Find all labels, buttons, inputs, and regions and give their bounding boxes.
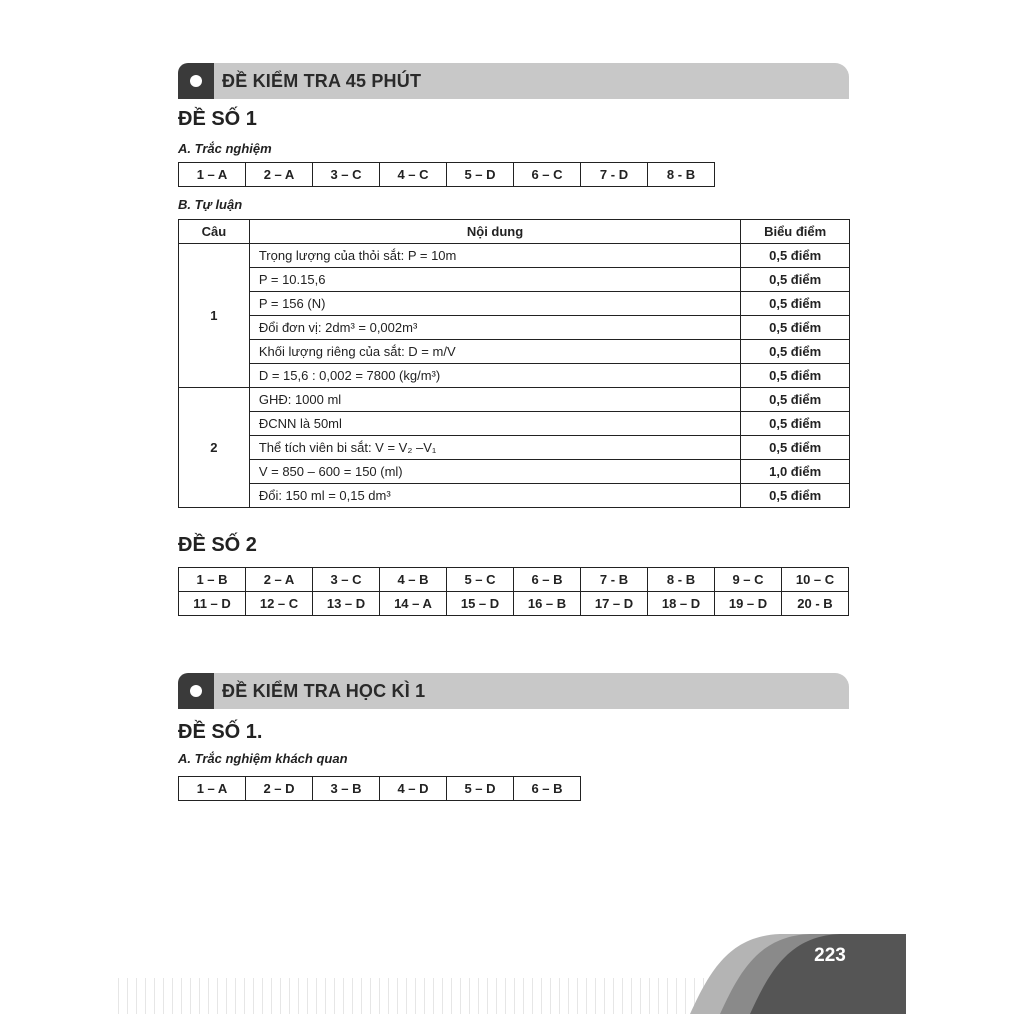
header-bieu-diem: Biểu điểm — [741, 220, 850, 244]
part-a-label: A. Trắc nghiệm khách quan — [178, 751, 348, 766]
content-cell: GHĐ: 1000 ml — [249, 388, 740, 412]
answer-cell: 20 - B — [782, 592, 849, 616]
score-cell: 1,0 điểm — [741, 460, 850, 484]
answer-cell: 1 – A — [179, 777, 246, 801]
section-title: ĐỀ KIỂM TRA 45 PHÚT — [222, 71, 422, 91]
bullet-icon — [178, 673, 214, 709]
answer-cell: 8 - B — [648, 163, 715, 187]
score-cell: 0,5 điểm — [741, 412, 850, 436]
answer-cell: 5 – D — [447, 777, 514, 801]
score-cell: 0,5 điểm — [741, 340, 850, 364]
answer-cell: 19 – D — [715, 592, 782, 616]
part-b-label: B. Tự luận — [178, 197, 243, 212]
answer-cell: 3 – C — [313, 568, 380, 592]
answer-table-de2 — [178, 567, 849, 616]
answer-cell: 4 – C — [380, 163, 447, 187]
answer-cell: 8 - B — [648, 568, 715, 592]
essay-score-table — [178, 219, 850, 508]
answer-cell: 3 – B — [313, 777, 380, 801]
page-number: 223 — [814, 945, 846, 966]
answer-cell: 5 – C — [447, 568, 514, 592]
score-cell: 0,5 điểm — [741, 484, 850, 508]
content-cell: P = 156 (N) — [249, 292, 740, 316]
answer-table-hk1 — [178, 776, 581, 801]
score-cell: 0,5 điểm — [741, 268, 850, 292]
answer-cell: 13 – D — [313, 592, 380, 616]
answer-cell: 6 – C — [514, 163, 581, 187]
answer-cell: 7 - B — [581, 568, 648, 592]
content-cell: Thể tích viên bi sắt: V = V₂ –V₁ — [249, 436, 740, 460]
content-cell: D = 15,6 : 0,002 = 7800 (kg/m³) — [249, 364, 740, 388]
answer-cell: 3 – C — [313, 163, 380, 187]
answer-cell: 5 – D — [447, 163, 514, 187]
content-cell: Đổi: 150 ml = 0,15 dm³ — [249, 484, 740, 508]
answer-cell: 2 – A — [246, 163, 313, 187]
answer-cell: 12 – C — [246, 592, 313, 616]
question-number: 2 — [179, 388, 250, 508]
answer-cell: 10 – C — [782, 568, 849, 592]
header-cau: Câu — [179, 220, 250, 244]
de-so-2-heading: ĐỀ SỐ 2 — [178, 534, 257, 556]
answer-cell: 6 – B — [514, 777, 581, 801]
answer-table-de1 — [178, 162, 715, 187]
score-cell: 0,5 điểm — [741, 292, 850, 316]
de-so-1-hk-heading: ĐỀ SỐ 1. — [178, 721, 263, 743]
header-noi-dung: Nội dung — [249, 220, 740, 244]
answer-cell: 6 – B — [514, 568, 581, 592]
answer-cell: 4 – B — [380, 568, 447, 592]
score-cell: 0,5 điểm — [741, 244, 850, 268]
content-cell: Trọng lượng của thỏi sắt: P = 10m — [249, 244, 740, 268]
part-a-label: A. Trắc nghiệm — [178, 141, 272, 156]
answer-cell: 1 – B — [179, 568, 246, 592]
bullet-icon — [178, 63, 214, 99]
question-number: 1 — [179, 244, 250, 388]
answer-cell: 4 – D — [380, 777, 447, 801]
answer-cell: 2 – A — [246, 568, 313, 592]
score-cell: 0,5 điểm — [741, 436, 850, 460]
score-cell: 0,5 điểm — [741, 316, 850, 340]
section-title: ĐỀ KIỂM TRA HỌC KÌ 1 — [222, 681, 426, 701]
answer-cell: 9 – C — [715, 568, 782, 592]
content-cell: V = 850 – 600 = 150 (ml) — [249, 460, 740, 484]
answer-cell: 7 - D — [581, 163, 648, 187]
answer-cell: 11 – D — [179, 592, 246, 616]
answer-cell: 18 – D — [648, 592, 715, 616]
de-so-1-heading: ĐỀ SỐ 1 — [178, 108, 257, 130]
page-number-tab — [670, 930, 910, 1020]
content-cell: Khối lượng riêng của sắt: D = m/V — [249, 340, 740, 364]
answer-cell: 15 – D — [447, 592, 514, 616]
content-cell: Đổi đơn vị: 2dm³ = 0,002m³ — [249, 316, 740, 340]
answer-cell: 14 – A — [380, 592, 447, 616]
footer-decoration-lines — [118, 978, 708, 1014]
section-banner-45-phut — [178, 63, 849, 99]
answer-cell: 17 – D — [581, 592, 648, 616]
content-cell: ĐCNN là 50ml — [249, 412, 740, 436]
answer-cell: 16 – B — [514, 592, 581, 616]
section-banner-hoc-ki-1 — [178, 673, 849, 709]
score-cell: 0,5 điểm — [741, 388, 850, 412]
answer-cell: 1 – A — [179, 163, 246, 187]
content-cell: P = 10.15,6 — [249, 268, 740, 292]
answer-cell: 2 – D — [246, 777, 313, 801]
score-cell: 0,5 điểm — [741, 364, 850, 388]
